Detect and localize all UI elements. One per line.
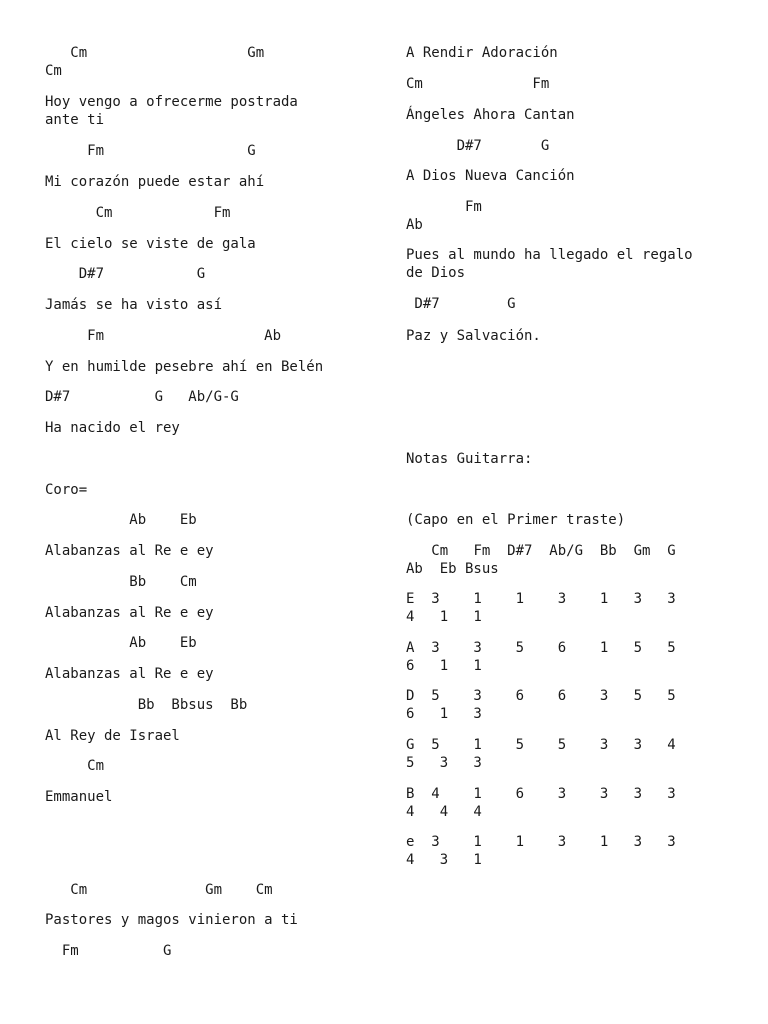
lyric-line: Emmanuel xyxy=(45,789,113,805)
lyric-line: Pues al mundo ha llegado el regalo de Dios xyxy=(406,247,693,281)
chord-line: Cm xyxy=(45,63,62,79)
chord-line: Fm G xyxy=(45,143,256,159)
guitar-notes-heading: Notas Guitarra: xyxy=(406,451,533,467)
chord-table-row-d: D 5 3 6 6 3 5 5 6 1 3 xyxy=(406,688,676,722)
lyric-line: Ha nacido el rey xyxy=(45,420,180,436)
chord-line: D#7 G Ab/G-G xyxy=(45,389,239,405)
lyric-line: Alabanzas al Re e ey xyxy=(45,605,214,621)
lyric-line: Ángeles Ahora Cantan xyxy=(406,107,575,123)
lyric-line: Paz y Salvación. xyxy=(406,328,541,344)
chord-line: Bb Cm xyxy=(45,574,197,590)
chord-line: Cm Fm xyxy=(406,76,550,92)
lyric-line: El cielo se viste de gala xyxy=(45,236,256,252)
chord-line: D#7 G xyxy=(406,296,516,312)
chord-line: Fm Ab xyxy=(45,328,282,344)
chord-line: Cm Gm Cm xyxy=(45,882,273,898)
lyric-line: Al Rey de Israel xyxy=(45,728,180,744)
lyric-line: A Dios Nueva Canción xyxy=(406,168,575,184)
chord-line: Ab Eb xyxy=(45,512,197,528)
chord-line: Bb Bbsus Bb xyxy=(45,697,248,713)
section-label-coro: Coro= xyxy=(45,482,88,498)
lyric-line: Mi corazón puede estar ahí xyxy=(45,174,265,190)
lyric-line: Alabanzas al Re e ey xyxy=(45,666,214,682)
chord-table-row-e-high: e 3 1 1 3 1 3 3 4 3 1 xyxy=(406,834,676,868)
chord-table-row-g: G 5 1 5 5 3 3 4 5 3 3 xyxy=(406,737,676,771)
lyric-line: Pastores y magos vinieron a ti xyxy=(45,912,298,928)
lyric-line: Jamás se ha visto así xyxy=(45,297,223,313)
chord-line: Fm xyxy=(406,199,482,215)
chord-table-row-a: A 3 3 5 6 1 5 5 6 1 1 xyxy=(406,640,676,674)
chord-table-row-b: B 4 1 6 3 3 3 3 4 4 4 xyxy=(406,786,676,820)
lyric-line: Alabanzas al Re e ey xyxy=(45,543,214,559)
lyric-line: Hoy vengo a ofrecerme postrada ante ti xyxy=(45,94,298,128)
chord-line: Fm G xyxy=(45,943,172,959)
lyric-line: A Rendir Adoración xyxy=(406,45,558,61)
chord-line: Ab xyxy=(406,217,423,233)
lyric-line: Y en humilde pesebre ahí en Belén xyxy=(45,359,324,375)
chord-line: Cm xyxy=(45,758,105,774)
chord-table-row-e-low: E 3 1 1 3 1 3 3 4 1 1 xyxy=(406,591,676,625)
chord-line: Cm Fm xyxy=(45,205,231,221)
chord-table-header: Cm Fm D#7 Ab/G Bb Gm G Ab Eb Bsus xyxy=(406,543,676,577)
chord-line: D#7 G xyxy=(406,138,550,154)
chord-line: Ab Eb xyxy=(45,635,197,651)
chord-line: Cm Gm xyxy=(45,45,265,61)
capo-note: (Capo en el Primer traste) xyxy=(406,512,626,528)
chord-line: D#7 G xyxy=(45,266,206,282)
